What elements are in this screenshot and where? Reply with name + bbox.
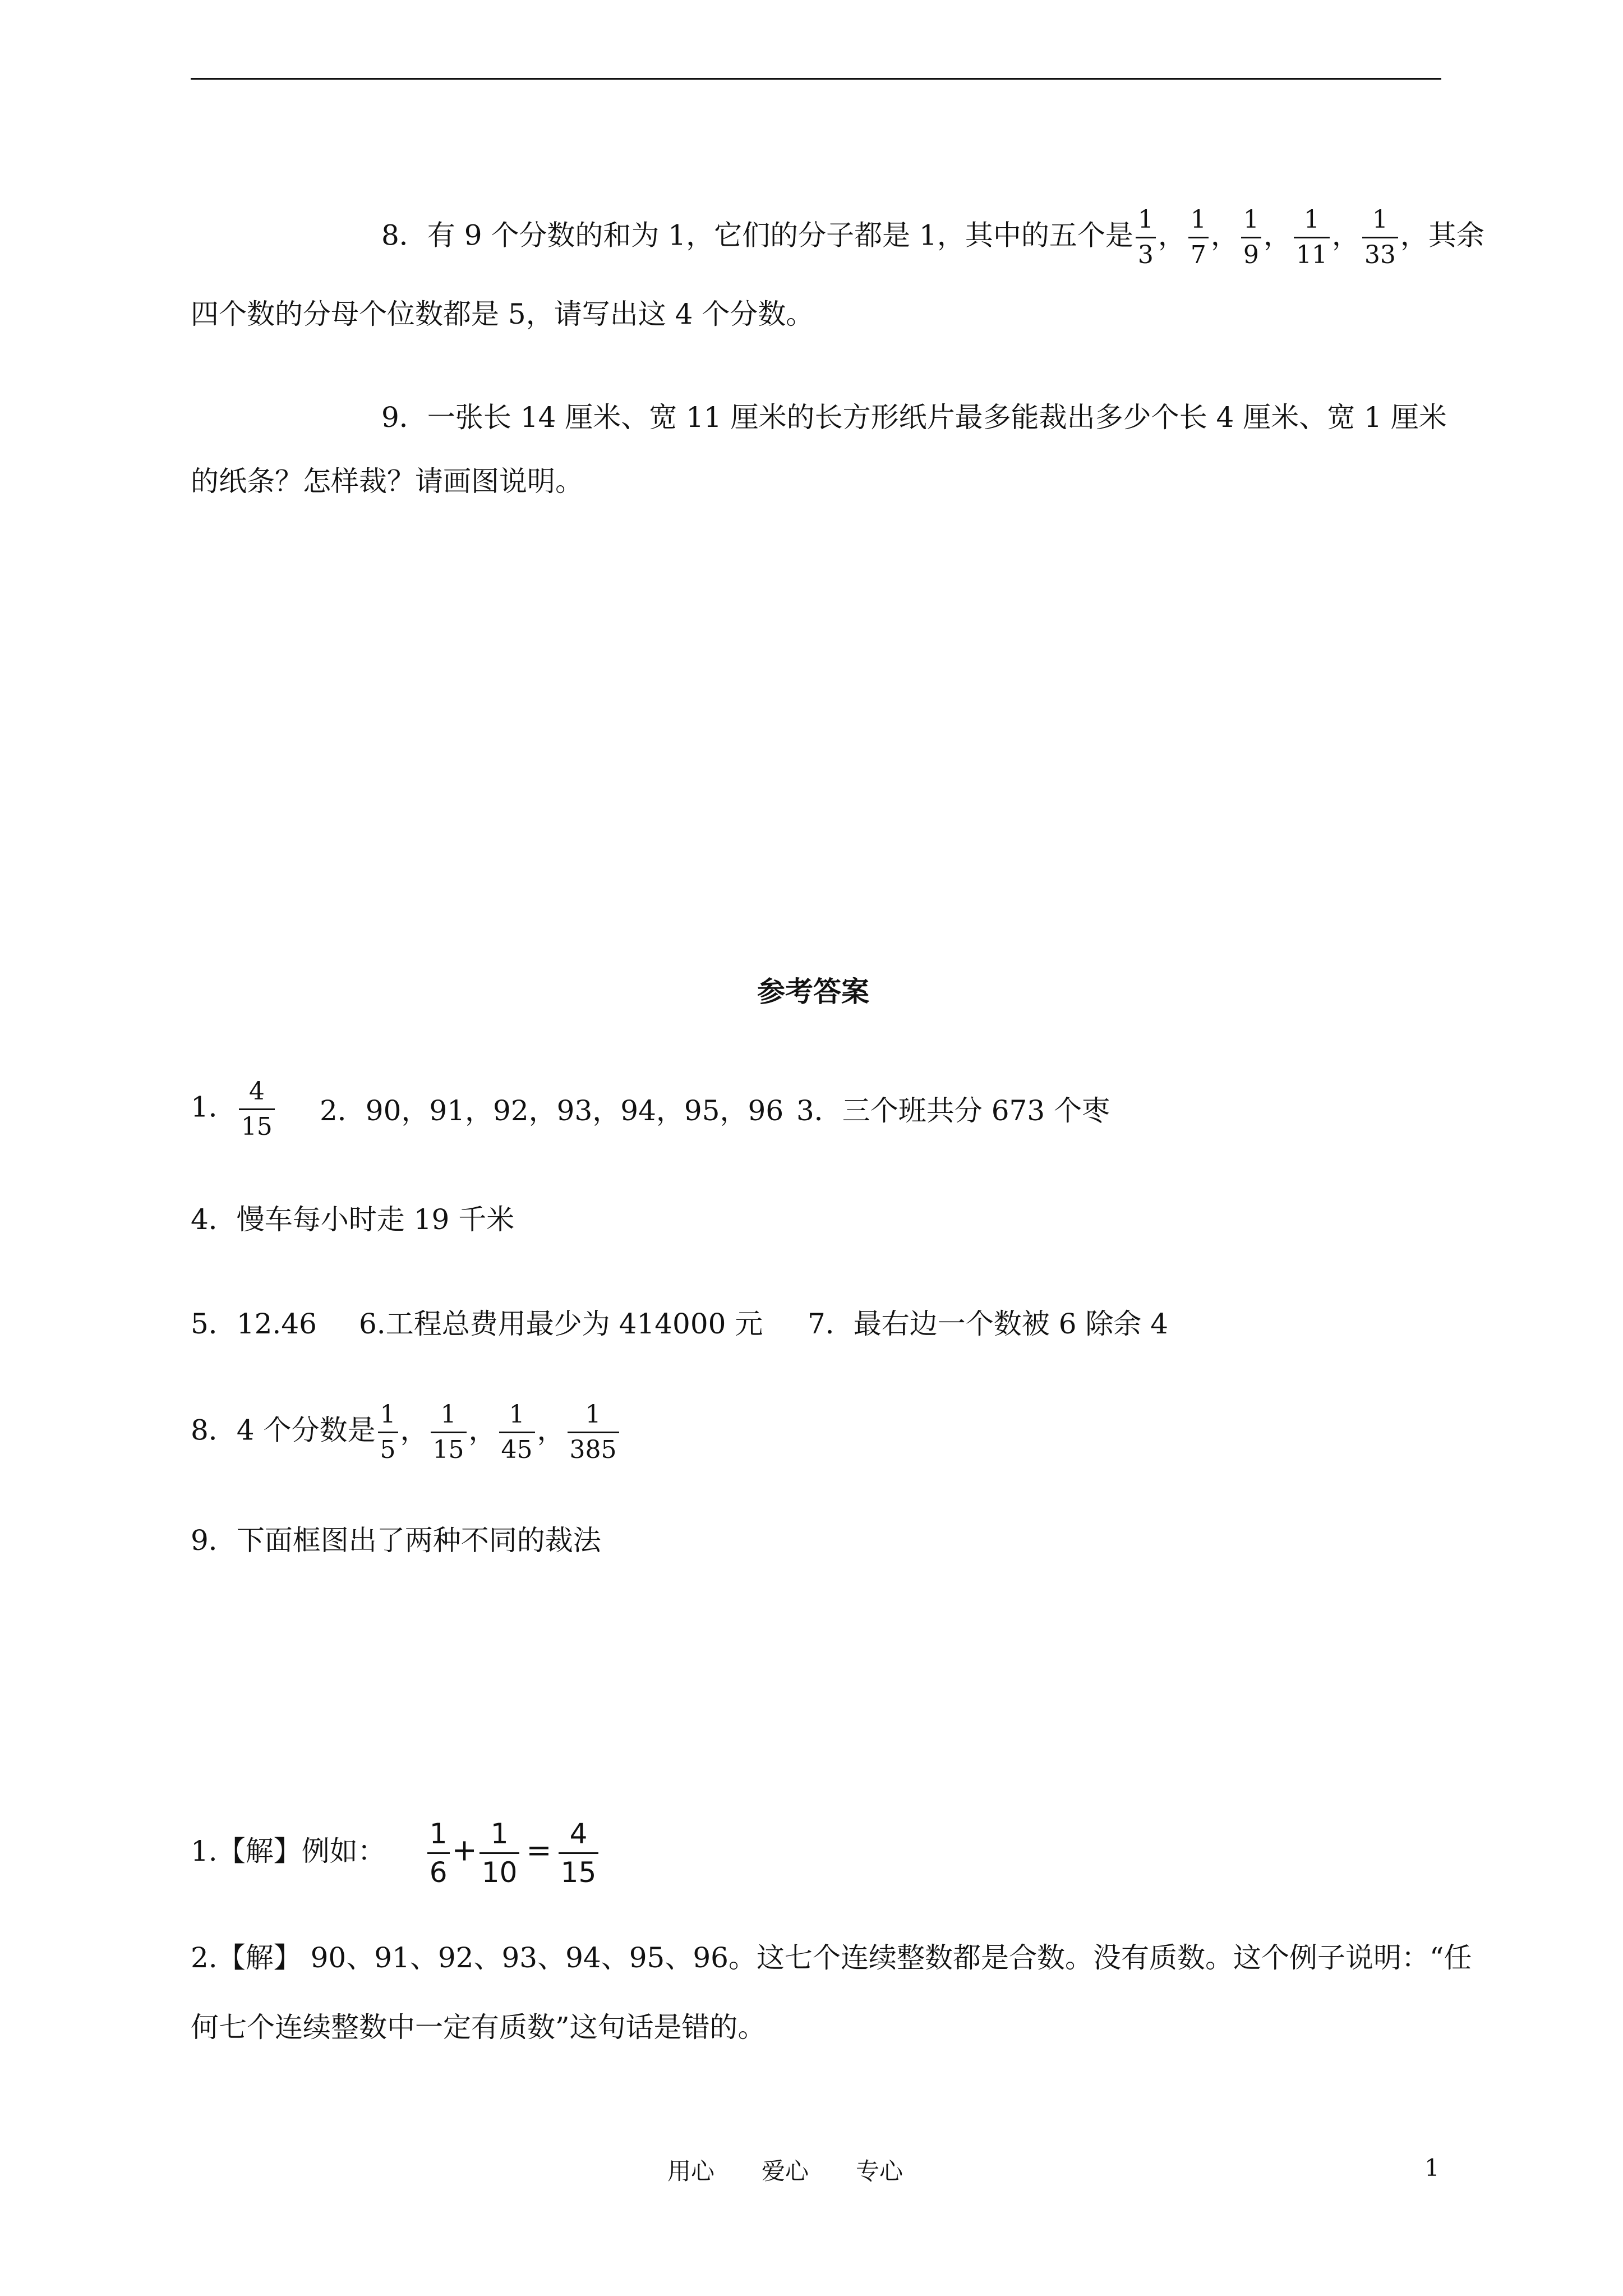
fraction: $\frac{1}{11}$	[1294, 205, 1330, 270]
solution-1: 1.【解】例如： $\frac{1}{6}$ + $\frac{1}{10}$ = $\frac{4}{15}$	[191, 1818, 601, 1889]
answer-9: 9．下面框图出了两种不同的裁法	[191, 1524, 601, 1557]
fraction: $\frac{1}{10}$	[479, 1818, 520, 1889]
fraction: $\frac{1}{9}$	[1241, 205, 1261, 270]
page-number: 1	[1424, 2154, 1440, 2182]
answer-2: 2．90，91，92，93，94，95，96	[320, 1094, 784, 1127]
answers-title: 参考答案	[757, 976, 869, 1008]
fraction: $\frac{4}{15}$	[559, 1818, 599, 1889]
fraction: $\frac{4}{15}$	[239, 1077, 275, 1142]
answer-4: 4．慢车每小时走 19 千米	[191, 1203, 515, 1236]
question-8-line1: 8．有 9 个分数的和为 1，它们的分子都是 1，其中的五个是 $\frac{1}{3}$ ， $\frac{1}{7}$ ， $\frac{1}{9}$ ， $\frac{1}{11}$ ， $\frac{1}{33}$ ，其余	[381, 205, 1484, 269]
header-rule	[191, 78, 1441, 80]
fraction: $\frac{1}{385}$	[568, 1400, 619, 1465]
fraction: $\frac{1}{15}$	[431, 1400, 467, 1465]
solution-2-line1: 2.【解】 90、91、92、93、94、95、96。这七个连续整数都是合数。没有质数。这个例子说明：“任	[191, 1941, 1472, 1974]
answer-7: 7．最右边一个数被 6 除余 4	[808, 1308, 1169, 1340]
fraction: $\frac{1}{33}$	[1362, 205, 1398, 270]
fraction: $\frac{1}{6}$	[427, 1818, 450, 1889]
answer-6: 6.工程总费用最少为 414000 元	[359, 1308, 763, 1340]
answer-8: 8．4 个分数是 $\frac{1}{5}$ ， $\frac{1}{15}$ ， $\frac{1}{45}$ ， $\frac{1}{385}$	[191, 1400, 621, 1465]
fraction: $\frac{1}{3}$	[1136, 205, 1156, 270]
question-8-suffix: ，其余	[1400, 219, 1484, 252]
solution-2-line2: 何七个连续整数中一定有质数”这句话是错的。	[191, 2011, 766, 2044]
answer-1: 1． $\frac{4}{15}$	[191, 1077, 277, 1142]
question-9-line2: 的纸条？怎样裁？请画图说明。	[191, 465, 583, 498]
question-8-line2: 四个数的分母个位数都是 5，请写出这 4 个分数。	[191, 298, 814, 330]
answer-5: 5．12.46	[191, 1308, 317, 1340]
fraction: $\frac{1}{5}$	[378, 1400, 398, 1465]
question-8-prefix: 8．有 9 个分数的和为 1，它们的分子都是 1，其中的五个是	[381, 219, 1133, 252]
fraction: $\frac{1}{7}$	[1188, 205, 1209, 270]
footer-text: 用心 爱心 专心	[667, 2157, 903, 2185]
fraction: $\frac{1}{45}$	[499, 1400, 535, 1465]
answer-3: 3．三个班共分 673 个枣	[796, 1094, 1110, 1127]
question-9-line1: 9．一张长 14 厘米、宽 11 厘米的长方形纸片最多能裁出多少个长 4 厘米、宽 1 厘米	[381, 401, 1447, 434]
